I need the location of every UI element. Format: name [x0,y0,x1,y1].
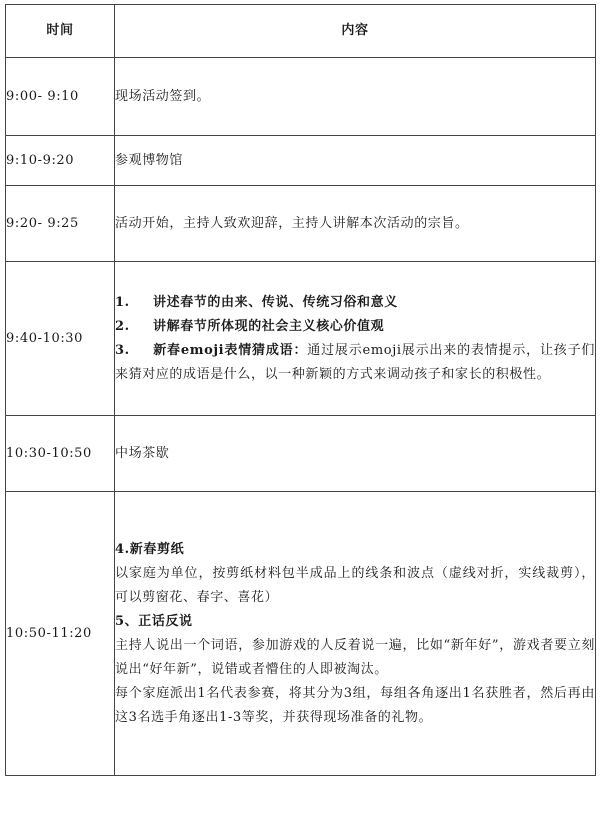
table-row [6,416,596,492]
row-time: 9:20- 9:25 [6,186,115,262]
list-item [115,339,595,387]
section-paragraph: 主持人说出一个词语，参加游戏的人反着说一遍，比如“新年好”，游戏者要立刻说出“好年新”，说错或者懵住的人即被淘汰。 [115,637,595,677]
list-text: 讲述春节的由来、传说、传统习俗和意义 [153,294,398,310]
row-content: 活动开始，主持人致欢迎辞，主持人讲解本次活动的宗旨。 [115,186,596,262]
section-paragraph: 每个家庭派出1名代表参赛，将其分为3组，每组各角逐出1名获胜者，然后再由这3名选手角逐出1-3等奖，并获得现场准备的礼物。 [115,685,595,725]
row-time: 9:00- 9:10 [6,58,115,136]
header-content: 内容 [115,5,596,58]
list-item [115,291,595,315]
header-time: 时间 [6,5,115,58]
row-time: 10:50-11:20 [6,492,115,776]
table-row [6,186,596,262]
table-row [6,136,596,186]
table-row [6,262,596,416]
section-title: 5、正话反说 [115,613,193,629]
table-row [6,58,596,136]
list-number: 3. [115,342,130,358]
row-time: 9:10-9:20 [6,136,115,186]
list-number: 2. [115,318,130,334]
table-header-row [6,5,596,58]
list-title: 新春emoji表情猜成语： [153,342,308,358]
row-time: 9:40-10:30 [6,262,115,416]
row-content: 现场活动签到。 [115,58,596,136]
list-text: 通过展示emoji展示出来的表情提示，让孩子们来猜对应的成语是什么，以一种新颖的方式来调动孩子和家长的积极性。 [115,342,595,382]
table-row [6,492,596,776]
section-paragraph: 以家庭为单位，按剪纸材料包半成品上的线条和波点（虚线对折，实线裁剪），可以剪窗花、春字、喜花） [115,565,595,605]
row-content [115,492,596,776]
row-content: 中场茶歇 [115,416,596,492]
row-content [115,262,596,416]
row-content: 参观博物馆 [115,136,596,186]
list-item [115,315,595,339]
schedule-table [5,4,596,776]
row-time: 10:30-10:50 [6,416,115,492]
list-number: 1. [115,294,130,310]
section-title: 4.新春剪纸 [115,541,185,557]
list-text: 讲解春节所体现的社会主义核心价值观 [153,318,385,334]
